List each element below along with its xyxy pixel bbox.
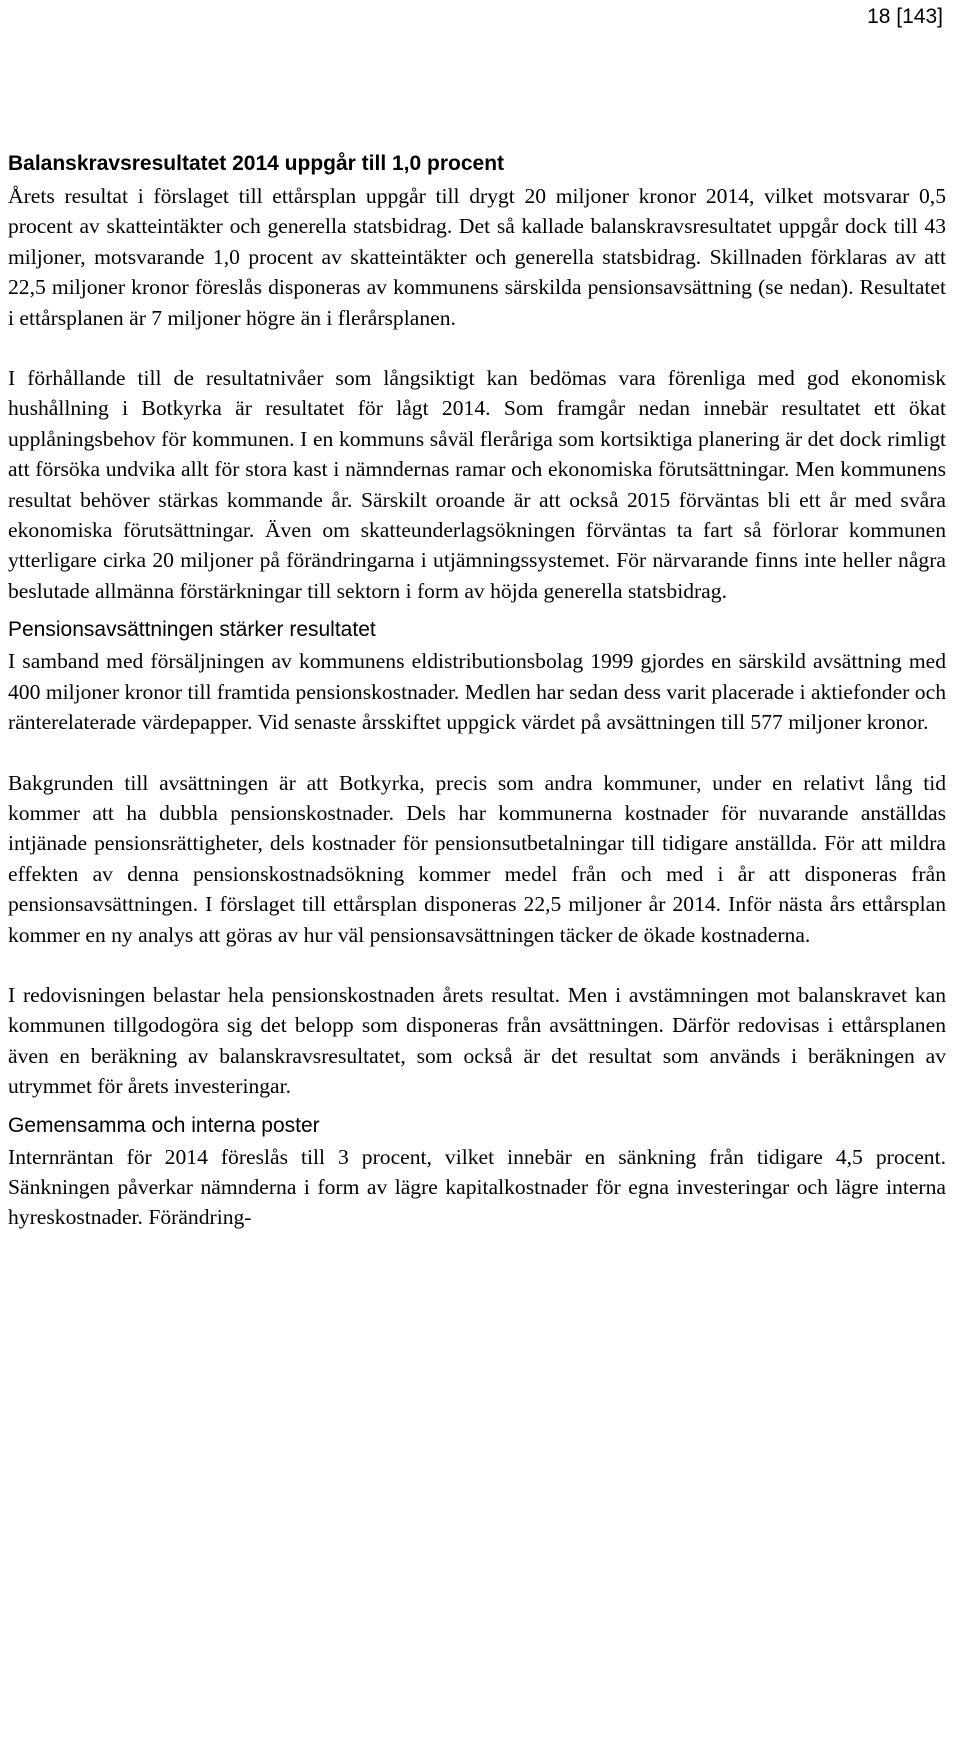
paragraph: I samband med försäljningen av kommunens eldistributionsbolag 1999 gjordes en särskild avsättning med 400 miljoner kronor till framtida pensionskostnader. Medlen har sedan dess varit placerade i aktiefonder och ränterelaterade värdepapper. Vid senaste årsskiftet uppgick värdet på avsättningen till 577 miljoner kronor. <box>8 649 946 735</box>
section-heading: Gemensamma och interna poster <box>8 1113 320 1137</box>
page-number: 18 [143] <box>867 5 943 28</box>
paragraph: Årets resultat i förslaget till ettårsplan uppgår till drygt 20 miljoner kronor 2014, vilket motsvarar 0,5 procent av skatteintäkter och generella statsbidrag. Det så kallade balanskravsresultatet uppgår dock till 43 miljoner, motsvarande 1,0 procent av skatteintäkter och generella statsbidrag. Skillnaden förklaras av att 22,5 miljoner kronor föreslås disponeras av kommunens särskilda pensionsavsättning (se nedan). Resultatet i ettårsplanen är 7 miljoner högre än i flerårsplanen. <box>8 184 946 330</box>
paragraph: Internräntan för 2014 föreslås till 3 procent, vilket innebär en sänkning från tidigare 4,5 procent. Sänkningen påverkar nämnderna i form av lägre kapitalkostnader för egna investeringar och lägre interna hyreskostnader. Förändring- <box>8 1144 946 1230</box>
document-body <box>8 150 946 1233</box>
section-heading: Balanskravsresultatet 2014 uppgår till 1,0 procent <box>8 152 505 175</box>
section-pensionsavsattning <box>8 616 946 1101</box>
section-balanskravsresultat <box>8 150 946 606</box>
section-gemensamma-poster <box>8 1112 946 1233</box>
paragraph: I förhållande till de resultatnivåer som långsiktigt kan bedömas vara förenliga med god ekonomisk hushållning i Botkyrka är resultatet för lågt 2014. Som framgår nedan innebär resultatet ett ökat upplåningsbehov för kommunen. I en kommuns såväl fleråriga som kortsiktiga planering är det dock rimligt att försöka undvika allt för stora kast i nämndernas ramar och ekonomiska förutsättningar. Men kommunens resultat behöver stärkas kommande år. Särskilt oroande är att också 2015 förväntas bli ett år med svåra ekonomiska förutsättningar. Även om skatteunderlagsökningen förväntas ta fart så förlorar kommunen ytterligare cirka 20 miljoner på förändringarna i utjämningssystemet. För närvarande finns inte heller några beslutade allmänna förstärkningar till sektorn i form av höjda generella statsbidrag. <box>8 366 946 603</box>
paragraph: I redovisningen belastar hela pensionskostnaden årets resultat. Men i avstämningen mot balanskravet kan kommunen tillgodogöra sig det belopp som disponeras från avsättningen. Därför redovisas i ettårsplanen även en beräkning av balanskravsresultatet, som också är det resultat som används i beräkningen av utrymmet för årets investeringar. <box>8 982 946 1099</box>
paragraph: Bakgrunden till avsättningen är att Botkyrka, precis som andra kommuner, under en relativt lång tid kommer att ha dubbla pensionskostnader. Dels har kommunerna kostnader för nuvarande anställdas intjänade pensionsrättigheter, dels kostnader för pensionsutbetalningar till tidigare anställda. För att mildra effekten av denna pensionskostnadsökning kommer medel från och med i år att disponeras från pensionsavsättningen. I förslaget till ettårsplan disponeras 22,5 miljoner år 2014. Inför nästa års ettårsplan kommer en ny analys att göras av hur väl pensionsavsättningen täcker de ökade kostnaderna. <box>8 770 946 947</box>
section-heading: Pensionsavsättningen stärker resultatet <box>8 618 376 642</box>
